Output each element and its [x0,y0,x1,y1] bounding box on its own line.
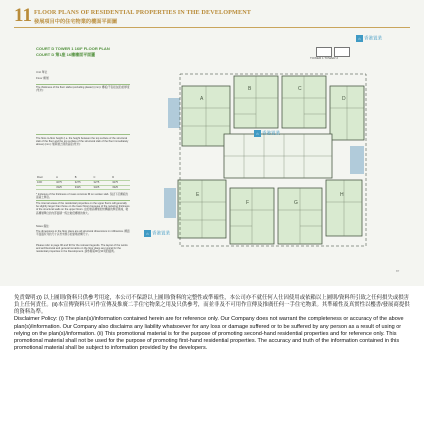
table-cell: 3275 [111,180,130,185]
table-cell: 3325 [111,185,130,190]
table-header-cell: C [93,176,112,180]
table-cell: 3275 [74,180,93,185]
dimensions-note: The dimensions in the floor plans are all structural dimensions in millimetres. 樓面平面圖所列的尺寸以毫米標示的建築結構尺寸。 [36,230,130,237]
tower-title-zh: COURT D 第1座 16樓樓面平面圖 [36,52,96,57]
page-number: 87 [396,269,400,273]
floor-plan-drawing [160,68,370,268]
legend-note: Please refer to page 90 and 93 for the relevant legends. The layout of the works and architectural and general remarks on the floor plans are typical for the residential properties in the Development. 請參閱第90及93頁的圖例。 [36,244,128,254]
table-header-cell: D [111,176,130,180]
watermark-logo [254,130,280,137]
table-cell: 3325 [55,185,74,190]
unit-label-c: C [298,86,302,92]
section-title-zh: 發展項目中的住宅物業的樓面平面圖 [34,19,118,25]
mass-concrete-note: * Inclusive of the thickness of mass concrete fill on sunken slab. 包括下沉樓板的混凝土厚度。 [36,193,128,200]
unit-label-f: F [246,200,250,206]
tower-title-en: COURT D TOWER 1 16/F FLOOR PLAN [36,46,110,51]
table-cell: 3325 [74,185,93,190]
section-title-en: FLOOR PLANS OF RESIDENTIAL PROPERTIES IN THE DEVELOPMENT [34,9,251,16]
table-row [36,185,130,190]
section-number: 11 [14,5,32,26]
house-icon: ⌂ [144,230,151,237]
floor-height-table [36,176,130,190]
watermark-text: 香港置業 [262,130,280,136]
notes-heading: Notes 備註: [36,225,50,228]
slab-thickness-note: The thickness of the floor slabs (excluding plaster) (mm): 樓板(不包括灰泥)的厚度(毫米): [36,86,130,93]
table-header-cell: B [74,176,93,180]
table-cell [36,185,55,190]
disclaimer [14,295,414,352]
unit-label-g: G [294,200,298,206]
floor-height-note: The floor-to-floor height (i.e. the height between the top surface of the structural slab of the floor and the top surface of the structural slab of the floor immediately above) (mm): 層與層之間的高度(毫米): [36,137,129,147]
unit-label-e: E [196,192,200,198]
unit-label-d: D [342,96,346,102]
disclaimer-en: Disclaimer Policy: (i) The plan(s)/information contained herein are for reference only. Our Company does not warrant the completeness or accuracy of the above plan(s)/information. Our Company also disclaims any liability whatsoever for any loss or damage suffered or to be suffered by any person as a result of using or relying on the plan(s)/information. (ii) This promotional material is for the purpose of promoting second-hand residential properties and for reference only. This promotional material shall not be used for the purpose of promoting first-hand residential properties. The accuracy and truth of the information contained in this promotional material shall be subject to information provided by the developers. [14,316,404,352]
unit-label-h: H [340,192,344,198]
disclaimer-zh: 免責聲明:(i) 以上圖則/資料只供參考用途，本公司不保證以上圖則/資料的完整性或準確性，本公司亦不就任何人仕因使用或依賴以上圖則/資料所引致之任何損失或損害負上任何責任。(ii)本宣傳資料只可作宣傳及推廣二手住宅物業之用及只供參考，而並非及不可用作宣傳及推廣任何一手住宅物業。其準確性及真實性以樓書/發展商提供的資料為準。 [14,295,410,316]
watermark-text: 香港置業 [152,230,170,236]
table-cell: 16/F [36,180,55,185]
internal-area-note: The internal areas of the residential properties on the upper floors will generally be slightly larger than those on the lower floors because of the reducing thickness of the structural walls on the upper floors. 由於較高樓層的結構牆的厚度遞減，較高樓層單位的內部面積一般比較低樓層的稍大。 [36,202,130,215]
house-icon: ⌂ [254,130,261,137]
table-header-cell: A [55,176,74,180]
watermark-logo [144,230,170,237]
unit-label-b: B [248,86,252,92]
unit-label-a: A [200,96,204,102]
tower-key-label: TOWER 1 TOWER 2 [310,56,339,60]
table-header-cell: Floor [36,176,55,180]
table-cell: 3325 [93,185,112,190]
table-cell: 3275 [55,180,74,185]
house-icon: ⌂ [356,35,363,42]
watermark-logo [356,35,382,42]
unit-label: Unit 單位 [36,70,48,74]
table-cell: 3275 [93,180,112,185]
watermark-text: 香港置業 [364,35,382,41]
floor-label: Floor 樓層 [36,76,49,80]
header-rule [14,27,410,28]
